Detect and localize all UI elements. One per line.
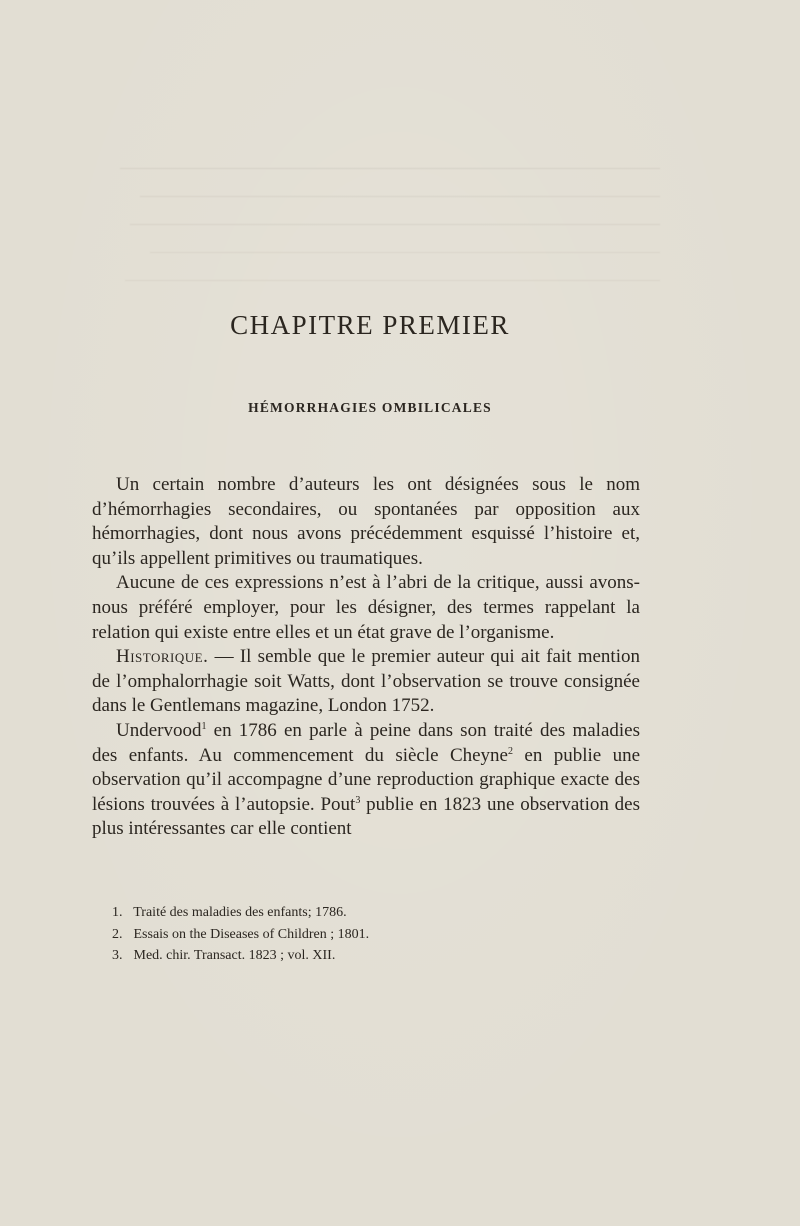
footnote-ref-1: 1 <box>201 720 207 732</box>
chapter-title: CHAPITRE PREMIER <box>230 310 510 340</box>
paragraph-4 <box>92 719 640 842</box>
footnote-ref-3: 3 <box>355 794 361 806</box>
footnote-1 <box>112 902 632 924</box>
footnotes <box>112 902 632 967</box>
footnote-number: 3. <box>112 948 123 963</box>
paragraph-4-text-c: en publie une observation qu’il accompagne d’une reproduction graphique exacte des lésions trouvées à l’autopsie. Pout <box>92 744 641 815</box>
footnote-text: Traité des maladies des enfants; 1786. <box>133 905 347 920</box>
footnote-2 <box>112 924 632 946</box>
body-text <box>92 473 640 842</box>
footnote-3 <box>112 945 632 967</box>
historique-lead: Historique. <box>116 646 209 668</box>
footnote-ref-2: 2 <box>508 745 513 757</box>
show-through-texture <box>100 140 660 440</box>
footnote-text: Essais on the Diseases of Children ; 1801. <box>133 926 370 942</box>
paragraph-4-text-b: en 1786 en parle à peine dans son traité des maladies des enfants. Au commencement du siècle Cheyne <box>92 719 640 766</box>
footnote-number: 1. <box>112 905 123 920</box>
paragraph-1: Un certain nombre d’auteurs les ont désignées sous le nom d’hémorrhagies secondaires, ou spontanées par opposition aux hémorrhagies, dont nous avons précédemment esquissé l’histoire et, qu’ils appellent primitives ou traumatiques. <box>92 474 640 569</box>
paragraph-3-text: — Il semble que le premier auteur qui ait fait mention de l’omphalorrhagie soit Watts, dont l’observation se trouve consignée dans le Gentlemans magazine, London 1752. <box>92 646 640 717</box>
footnote-number: 2. <box>112 926 123 942</box>
section-heading: HÉMORRHAGIES OMBILICALES <box>248 400 492 415</box>
paragraph-3 <box>92 645 640 719</box>
paragraph-2: Aucune de ces expressions n’est à l’abri de la critique, aussi avons-nous préféré employer, pour les désigner, des termes rappelant la relation qui existe entre elles et un état grave de l’organisme. <box>92 572 640 643</box>
paragraph-4-text-d: publie en 1823 une observation des plus intéressantes car elle contient <box>92 793 640 840</box>
footnote-text: Med. chir. Transact. 1823 ; vol. XII. <box>133 948 336 963</box>
paragraph-4-text-a: Undervood <box>116 719 202 741</box>
